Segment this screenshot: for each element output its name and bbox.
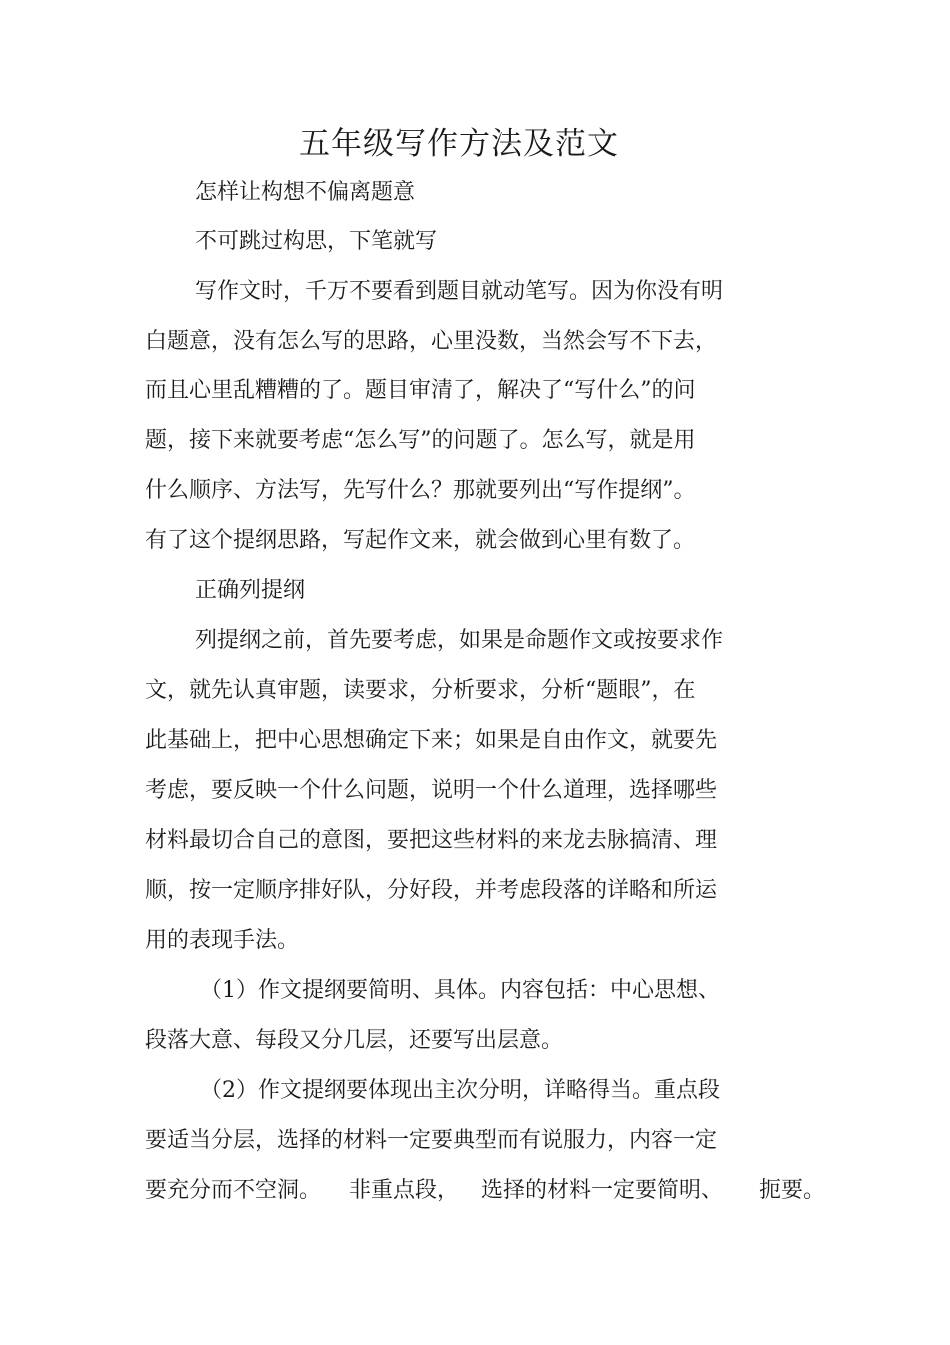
subheading-line: 正确列提纲 <box>195 578 306 603</box>
paragraph-line: 此基础上，把中心思想确定下来；如果是自由作文，就要先 <box>145 728 718 753</box>
text-segment: 非重点段， <box>349 1178 460 1203</box>
text-segment: 要充分而不空洞。 <box>145 1178 322 1203</box>
subheading-line: 怎样让构想不偏离题意 <box>195 180 416 205</box>
paragraph-line: 白题意，没有怎么写的思路，心里没数，当然会写不下去， <box>145 329 718 354</box>
paragraph-line: 什么顺序、方法写，先写什么？那就要列出“写作提纲”。 <box>145 478 696 503</box>
paragraph-line: 列提纲之前，首先要考虑，如果是命题作文或按要求作 <box>195 628 724 653</box>
paragraph-line: 用的表现手法。 <box>145 928 300 953</box>
list-item-line: （1）作文提纲要简明、具体。内容包括：中心思想、 <box>200 978 720 1003</box>
paragraph-line: 材料最切合自己的意图，要把这些材料的来龙去脉搞清、理 <box>145 828 718 853</box>
paragraph-line: 有了这个提纲思路，写起作文来，就会做到心里有数了。 <box>145 528 696 553</box>
paragraph-line: 而且心里乱糟糟的了。题目审清了，解决了“写什么”的问 <box>145 378 696 403</box>
list-item-line: （2）作文提纲要体现出主次分明，详略得当。重点段 <box>200 1078 720 1103</box>
paragraph-line: 写作文时，千万不要看到题目就动笔写。因为你没有明 <box>195 279 724 304</box>
paragraph-line: 考虑，要反映一个什么问题，说明一个什么道理，选择哪些 <box>145 778 718 803</box>
paragraph-line: 文，就先认真审题，读要求，分析要求，分析“题眼”，在 <box>145 678 696 703</box>
page-title: 五年级写作方法及范文 <box>299 126 619 162</box>
paragraph-line: 要适当分层，选择的材料一定要典型而有说服力，内容一定 <box>145 1128 718 1153</box>
paragraph-line-last <box>145 1176 825 1206</box>
subheading-line: 不可跳过构思，下笔就写 <box>195 229 438 254</box>
text-segment: 选择的材料一定要简明、 <box>481 1178 724 1203</box>
text-segment: 扼要。 <box>759 1178 826 1203</box>
paragraph-line: 段落大意、每段又分几层，还要写出层意。 <box>145 1028 564 1053</box>
paragraph-line: 题，接下来就要考虑“怎么写”的问题了。怎么写，就是用 <box>145 428 696 453</box>
paragraph-line: 顺，按一定顺序排好队，分好段，并考虑段落的详略和所运 <box>145 878 718 903</box>
